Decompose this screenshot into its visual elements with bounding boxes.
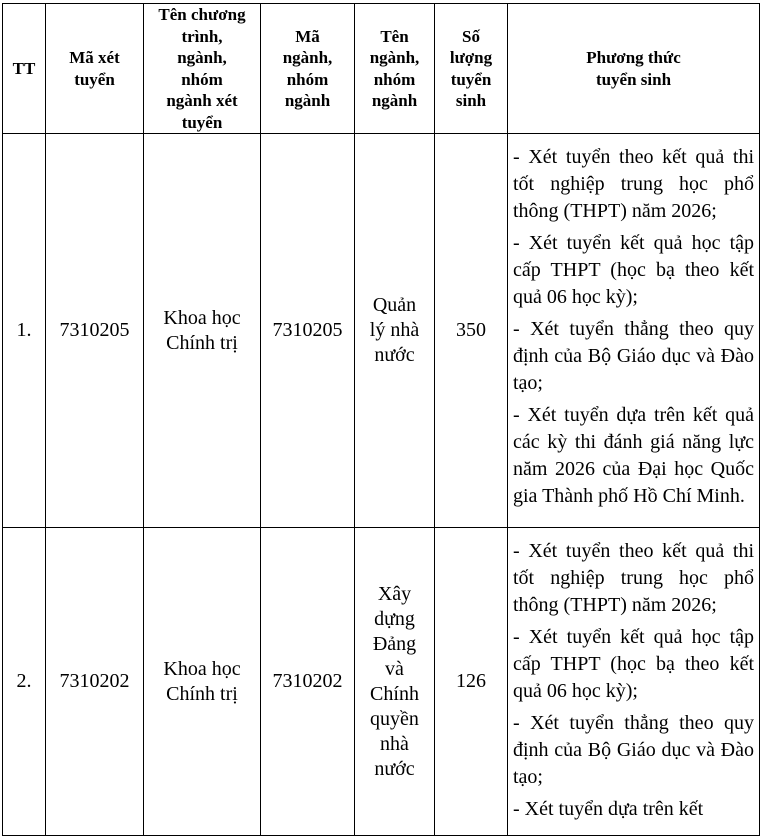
method-item: - Xét tuyển dựa trên kết quả các kỳ thi đánh giá năng lực năm 2026 của Đại học Quốc gia Thành phố Hồ Chí Minh. [513, 404, 754, 507]
method-item: - Xét tuyển dựa trên kết [513, 798, 704, 820]
header-so-luong: Số lượng tuyển sinh [435, 4, 508, 134]
method-item: - Xét tuyển theo kết quả thi tốt nghiệp trung học phổ thông (THPT) năm 2026; [513, 146, 754, 222]
row-ma-nganh: 7310205 [261, 134, 355, 528]
row-ten-chuong-trinh: Khoa học Chính trị [144, 528, 261, 836]
table-row [3, 528, 760, 836]
row-ma-nganh: 7310202 [261, 528, 355, 836]
method-item: - Xét tuyển thẳng theo quy định của Bộ Giáo dục và Đào tạo; [513, 712, 754, 788]
admission-table [2, 3, 760, 836]
row-phuong-thuc [508, 528, 760, 836]
header-tt: TT [3, 4, 46, 134]
row-tt: 2. [3, 528, 46, 836]
row-so-luong: 126 [435, 528, 508, 836]
row-ten-nganh: Quản lý nhà nước [355, 134, 435, 528]
header-ten-nganh: Tên ngành, nhóm ngành [355, 4, 435, 134]
method-item: - Xét tuyển kết quả học tập cấp THPT (học bạ theo kết quả 06 học kỳ); [513, 626, 754, 702]
header-ten-chuong-trinh: Tên chương trình, ngành, nhóm ngành xét tuyển [144, 4, 261, 134]
header-ma-nganh: Mã ngành, nhóm ngành [261, 4, 355, 134]
row-ten-chuong-trinh: Khoa học Chính trị [144, 134, 261, 528]
row-ma-xet-tuyen: 7310202 [46, 528, 144, 836]
row-phuong-thuc [508, 134, 760, 528]
row-ma-xet-tuyen: 7310205 [46, 134, 144, 528]
method-item: - Xét tuyển theo kết quả thi tốt nghiệp trung học phổ thông (THPT) năm 2026; [513, 540, 754, 616]
method-item: - Xét tuyển kết quả học tập cấp THPT (học bạ theo kết quả 06 học kỳ); [513, 232, 754, 308]
method-item: - Xét tuyển thẳng theo quy định của Bộ Giáo dục và Đào tạo; [513, 318, 754, 394]
row-so-luong: 350 [435, 134, 508, 528]
header-phuong-thuc: Phương thức tuyển sinh [508, 4, 760, 134]
table-row [3, 134, 760, 528]
row-tt: 1. [3, 134, 46, 528]
header-ma-xet-tuyen: Mã xét tuyển [46, 4, 144, 134]
row-ten-nganh: Xây dựng Đảng và Chính quyền nhà nước [355, 528, 435, 836]
header-row [3, 4, 760, 134]
